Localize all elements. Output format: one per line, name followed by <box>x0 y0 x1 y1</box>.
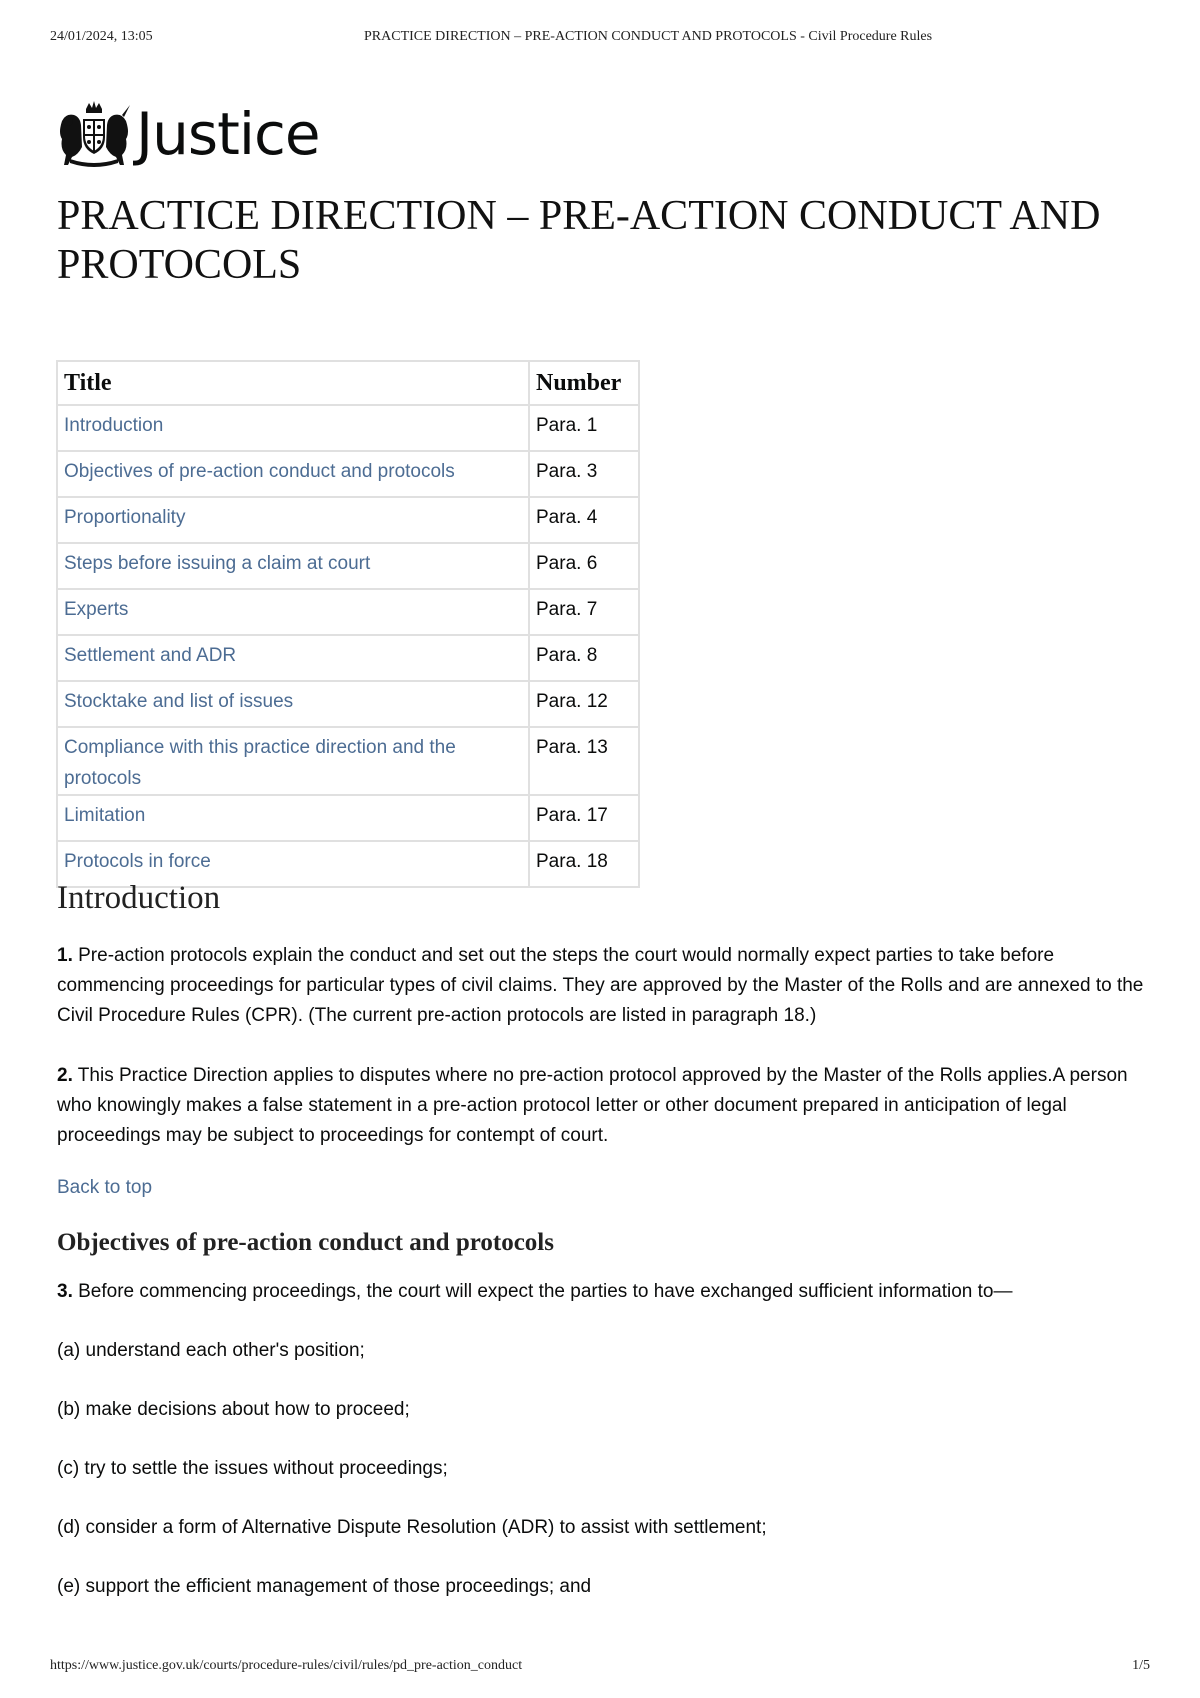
table-header-row <box>57 361 639 405</box>
paragraph-2 <box>57 1061 1157 1151</box>
column-header-title: Title <box>57 361 529 405</box>
toc-number: Para. 3 <box>529 451 639 497</box>
table-row <box>57 497 639 543</box>
column-header-number: Number <box>529 361 639 405</box>
main-content <box>57 880 1157 1602</box>
list-item: (b) make decisions about how to proceed; <box>57 1399 410 1420</box>
toc-number: Para. 13 <box>529 727 639 795</box>
justice-logo[interactable] <box>56 98 320 170</box>
toc-number: Para. 1 <box>529 405 639 451</box>
toc-link-stocktake[interactable]: Stocktake and list of issues <box>64 691 294 712</box>
table-row <box>57 635 639 681</box>
contents-table <box>56 360 640 888</box>
toc-number: Para. 8 <box>529 635 639 681</box>
table-row <box>57 795 639 841</box>
toc-number: Para. 12 <box>529 681 639 727</box>
toc-link-compliance[interactable]: Compliance with this practice direction and the protocols <box>64 737 456 789</box>
table-row <box>57 451 639 497</box>
justice-wordmark: Justice <box>136 100 320 168</box>
toc-number: Para. 7 <box>529 589 639 635</box>
paragraph-3 <box>57 1277 1157 1307</box>
table-row <box>57 681 639 727</box>
print-url: https://www.justice.gov.uk/courts/procedure-rules/civil/rules/pd_pre-action_conduct <box>50 1658 523 1673</box>
paragraph-text: This Practice Direction applies to disputes where no pre-action protocol approved by the Master of the Rolls applies.A person who knowingly makes a false statement in a pre-action protocol letter or other document prepared in anticipation of legal proceedings may be subject to proceedings for contempt of court. <box>57 1065 1128 1146</box>
page-number: 1/5 <box>1132 1658 1150 1673</box>
paragraph-text: Before commencing proceedings, the court will expect the parties to have exchanged sufficient information to— <box>72 1281 1013 1302</box>
table-row <box>57 543 639 589</box>
table-row <box>57 589 639 635</box>
page-title: PRACTICE DIRECTION – PRE-ACTION CONDUCT AND PROTOCOLS <box>57 193 1101 288</box>
paragraph-text: Pre-action protocols explain the conduct and set out the steps the court would normally expect parties to take before commencing proceedings for particular types of civil claims. They are approved by the Master of the Rolls and are annexed to the Civil Procedure Rules (CPR). (The current pre-action protocols are listed in paragraph 18.) <box>57 945 1144 1026</box>
paragraph-number: 2. <box>57 1065 73 1086</box>
paragraph-number: 3. <box>57 1281 73 1302</box>
toc-number: Para. 17 <box>529 795 639 841</box>
toc-number: Para. 18 <box>529 841 639 887</box>
print-timestamp: 24/01/2024, 13:05 <box>50 29 153 44</box>
paragraph-1 <box>57 941 1157 1031</box>
table-row <box>57 727 639 795</box>
toc-link-limitation[interactable]: Limitation <box>64 805 146 826</box>
list-item: (c) try to settle the issues without proceedings; <box>57 1458 448 1479</box>
section-heading-objectives: Objectives of pre-action conduct and protocols <box>57 1229 554 1256</box>
toc-link-steps-before-issuing[interactable]: Steps before issuing a claim at court <box>64 553 371 574</box>
royal-coat-of-arms-icon <box>56 99 132 169</box>
list-item: (a) understand each other's position; <box>57 1340 365 1361</box>
toc-link-experts[interactable]: Experts <box>64 599 129 620</box>
back-to-top-link[interactable]: Back to top <box>57 1177 153 1198</box>
list-item: (e) support the efficient management of those proceedings; and <box>57 1576 592 1597</box>
toc-link-settlement-adr[interactable]: Settlement and ADR <box>64 645 237 666</box>
toc-number: Para. 6 <box>529 543 639 589</box>
paragraph-number: 1. <box>57 945 73 966</box>
toc-link-protocols-in-force[interactable]: Protocols in force <box>64 851 211 872</box>
list-item: (d) consider a form of Alternative Dispute Resolution (ADR) to assist with settlement; <box>57 1517 767 1538</box>
table-row <box>57 405 639 451</box>
toc-link-objectives[interactable]: Objectives of pre-action conduct and protocols <box>64 461 455 482</box>
toc-link-introduction[interactable]: Introduction <box>64 415 164 436</box>
print-document-title: PRACTICE DIRECTION – PRE-ACTION CONDUCT AND PROTOCOLS - Civil Procedure Rules <box>364 29 933 44</box>
toc-number: Para. 4 <box>529 497 639 543</box>
section-heading-introduction: Introduction <box>57 880 221 916</box>
toc-link-proportionality[interactable]: Proportionality <box>64 507 186 528</box>
